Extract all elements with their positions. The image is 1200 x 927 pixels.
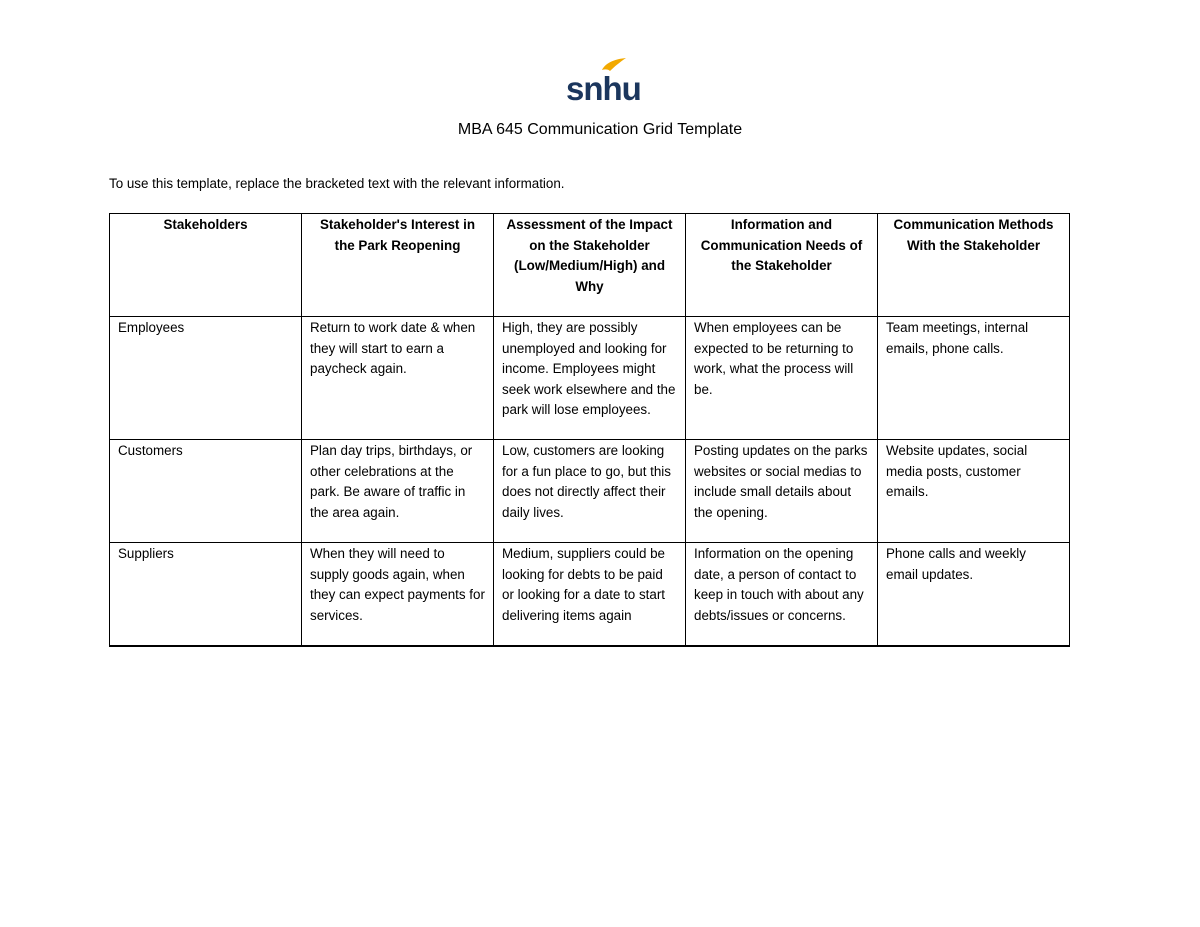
header-impact-assessment: Assessment of the Impact on the Stakeholder (Low/Medium/High) and Why xyxy=(494,214,686,317)
snhu-logo xyxy=(566,56,641,107)
cell-impact: Medium, suppliers could be looking for debts to be paid or looking for a date to start delivering items again xyxy=(494,543,686,647)
cell-information-needs: Information on the opening date, a person of contact to keep in touch with about any debts/issues or concerns. xyxy=(686,543,878,647)
cell-methods: Phone calls and weekly email updates. xyxy=(878,543,1070,647)
template-instructions: To use this template, replace the bracketed text with the relevant information. xyxy=(109,176,565,191)
header-interest: Stakeholder's Interest in the Park Reopening xyxy=(302,214,494,317)
cell-methods: Team meetings, internal emails, phone calls. xyxy=(878,317,1070,440)
table-header-row xyxy=(110,214,1070,317)
cell-stakeholder: Customers xyxy=(110,440,302,543)
header-communication-methods: Communication Methods With the Stakeholder xyxy=(878,214,1070,317)
cell-information-needs: When employees can be expected to be returning to work, what the process will be. xyxy=(686,317,878,440)
cell-interest: Plan day trips, birthdays, or other celebrations at the park. Be aware of traffic in the area again. xyxy=(302,440,494,543)
table-row xyxy=(110,440,1070,543)
cell-impact: Low, customers are looking for a fun place to go, but this does not directly affect their daily lives. xyxy=(494,440,686,543)
cell-methods: Website updates, social media posts, customer emails. xyxy=(878,440,1070,543)
cell-stakeholder: Employees xyxy=(110,317,302,440)
document-title: MBA 645 Communication Grid Template xyxy=(457,121,743,138)
header-stakeholders: Stakeholders xyxy=(110,214,302,317)
cell-interest: Return to work date & when they will start to earn a paycheck again. xyxy=(302,317,494,440)
communication-grid-table xyxy=(109,213,1070,647)
table-row xyxy=(110,317,1070,440)
cell-information-needs: Posting updates on the parks websites or social medias to include small details about the opening. xyxy=(686,440,878,543)
cell-impact: High, they are possibly unemployed and looking for income. Employees might seek work elsewhere and the park will lose employees. xyxy=(494,317,686,440)
header-information-needs: Information and Communication Needs of the Stakeholder xyxy=(686,214,878,317)
table-row xyxy=(110,543,1070,647)
cell-stakeholder: Suppliers xyxy=(110,543,302,647)
logo-wordmark: snhu xyxy=(566,70,641,107)
cell-interest: When they will need to supply goods again, when they can expect payments for services. xyxy=(302,543,494,647)
snhu-logo-graphic xyxy=(566,56,641,107)
